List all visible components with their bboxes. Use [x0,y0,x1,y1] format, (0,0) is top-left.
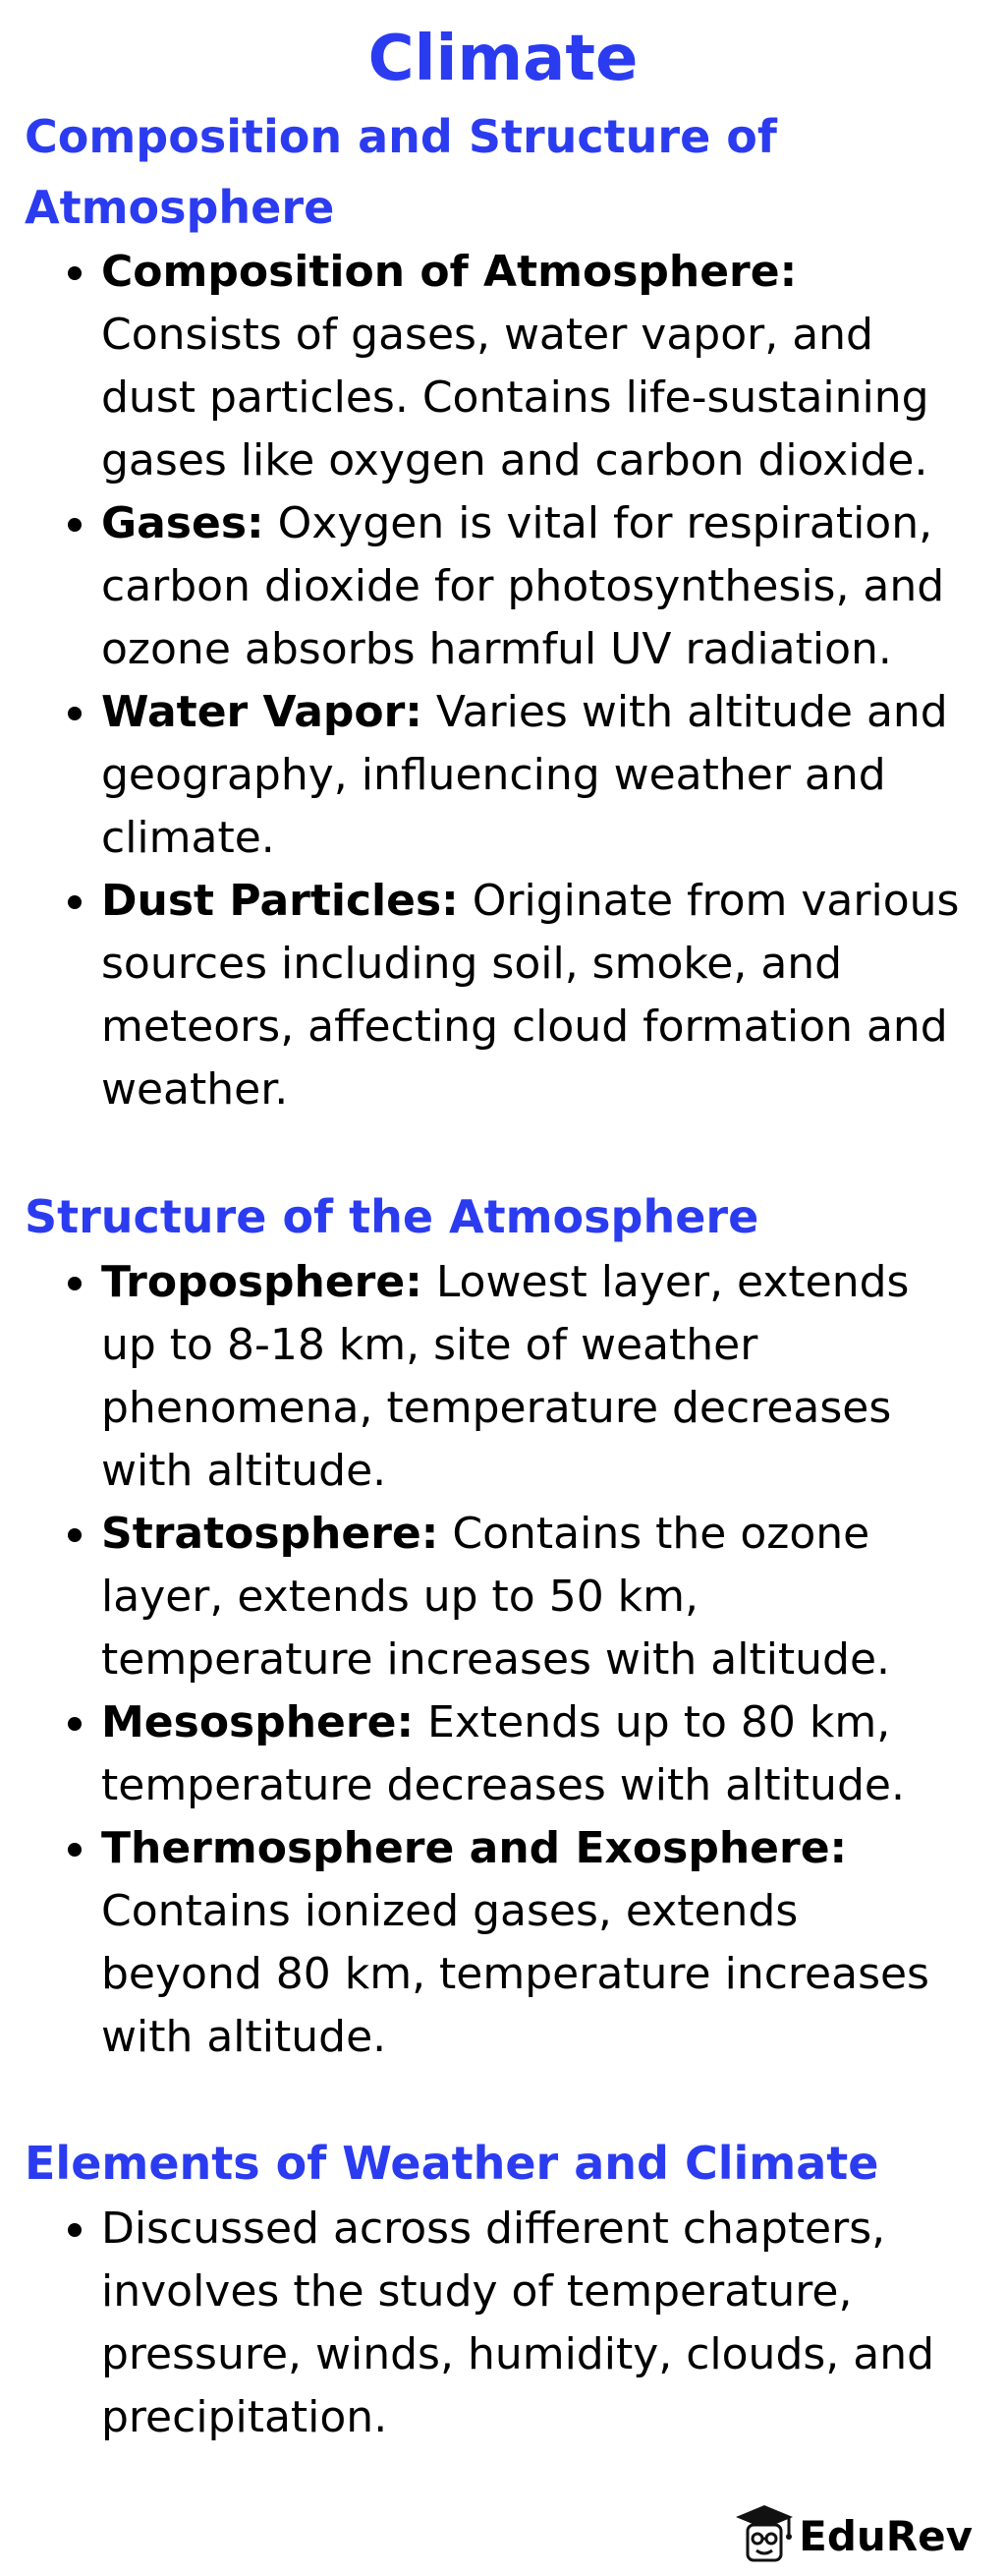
item-text: Discussed across different chapters, involves the study of temperature, pressure, winds, humidity, clouds, and precipitation. [101,2204,935,2442]
bullet-dot-icon [68,266,82,280]
item-text: Contains the ozone layer, extends up to 50 km, temperature increases with altitude. [101,1509,891,1685]
item-text: Varies with altitude and geography, influencing weather and climate. [101,687,948,863]
list-item [0,1251,982,1503]
list-item [0,2198,982,2449]
item-term: Mesosphere: [101,1697,415,1747]
page-title: Climate [367,23,639,95]
item-text: Extends up to 80 km, temperature decreases with altitude. [101,1697,905,1810]
item-term: Dust Particles: [101,876,459,926]
item-term: Composition of Atmosphere: [101,247,798,297]
item-term: Gases: [101,498,264,548]
bullet-dot-icon [68,518,82,532]
list-item [0,681,982,870]
section-heading-elements: Elements of Weather and Climate [25,2137,879,2190]
structure-list [0,1251,982,2069]
elements-list [0,2198,982,2449]
brand-logo [734,2501,973,2570]
list-item [0,241,982,492]
list-item [0,1817,982,2069]
section-heading-composition: Composition and Structure of Atmosphere [25,110,777,234]
item-text: Consists of gases, water vapor, and dust particles. Contains life-sustaining gases like oxygen and carbon dioxide. [101,310,929,486]
item-text: Lowest layer, extends up to 8-18 km, site of weather phenomena, temperature decreases with altitude. [101,1257,910,1496]
list-item [0,870,982,1121]
item-text: Originate from various sources including soil, smoke, and meteors, affecting cloud formation and weather. [101,876,960,1115]
item-term: Thermosphere and Exosphere: [101,1823,848,1873]
item-text: Contains ionized gases, extends beyond 80 km, temperature increases with altitude. [101,1886,929,2062]
list-item [0,1691,982,1817]
bullet-dot-icon [68,1528,82,1542]
bullet-dot-icon [68,1717,82,1731]
item-term: Stratosphere: [101,1509,439,1559]
composition-list [0,241,982,1121]
item-term: Water Vapor: [101,687,422,737]
list-item [0,492,982,681]
graduation-cap-logo-icon [734,2501,795,2570]
bullet-dot-icon [68,707,82,720]
section-heading-structure: Structure of the Atmosphere [25,1190,759,1243]
brand-name: EduRev [799,2511,973,2560]
list-item [0,1503,982,1691]
bullet-dot-icon [68,2223,82,2237]
bullet-dot-icon [68,895,82,909]
bullet-dot-icon [68,1277,82,1290]
item-term: Troposphere: [101,1257,422,1307]
item-text: Oxygen is vital for respiration, carbon dioxide for photosynthesis, and ozone absorbs harmful UV radiation. [101,498,945,674]
bullet-dot-icon [68,1843,82,1857]
